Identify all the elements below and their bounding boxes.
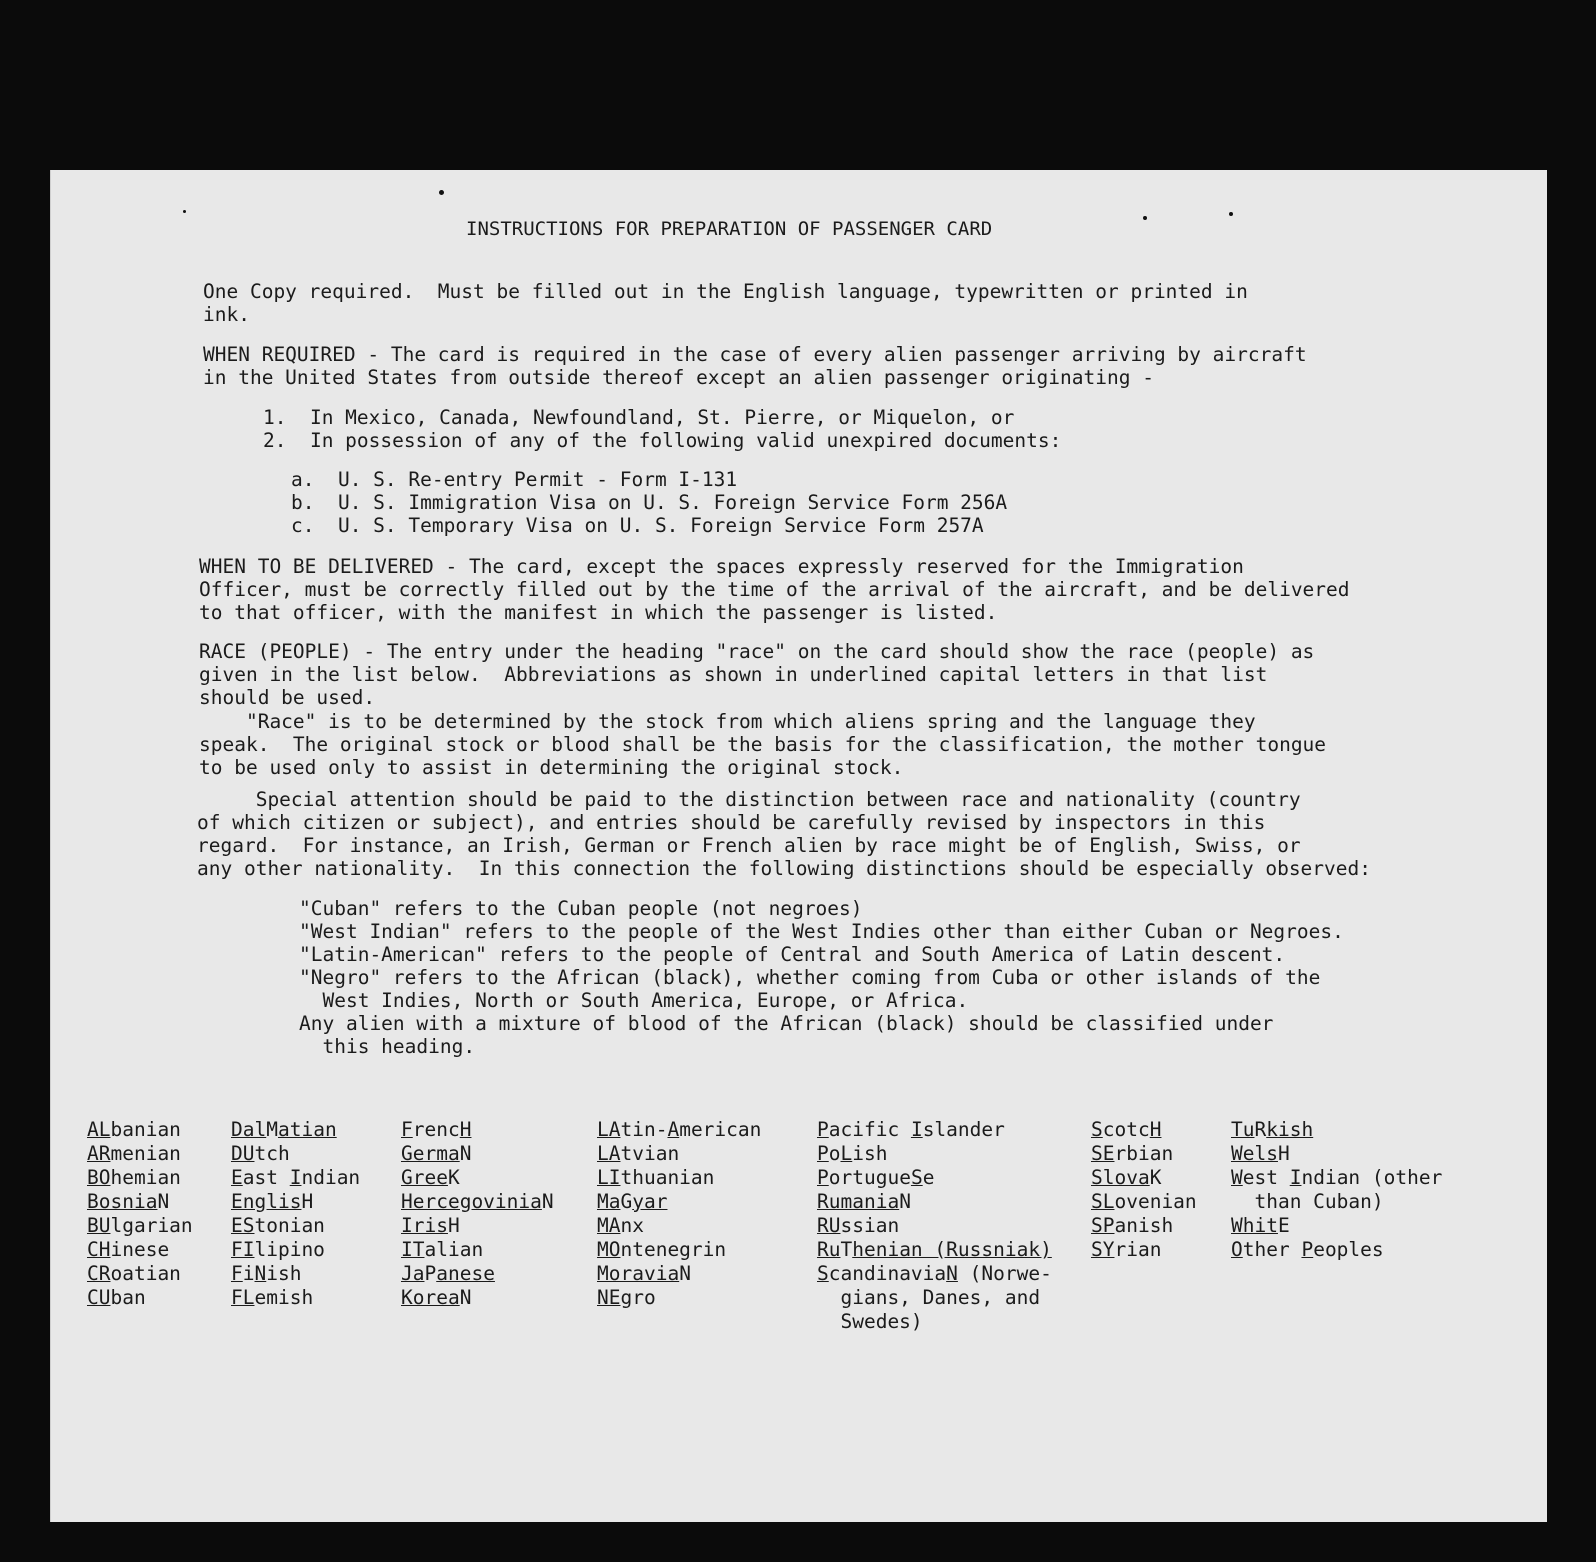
race-abbreviation: Whit: [1231, 1214, 1278, 1237]
race-name-text: than Cuban): [1231, 1190, 1384, 1213]
race-name-text: e: [922, 1166, 935, 1189]
race-entry: [231, 1166, 360, 1190]
race-entry: [597, 1142, 761, 1166]
when-required-paragraph: WHEN REQUIRED - The card is required in the case of every alien passenger arriving by aircraft in the United States from outside thereof except an alien passenger originating -: [203, 343, 1307, 389]
race-name-text: gians, Danes, and: [817, 1286, 1041, 1309]
race-abbreviation: BU: [87, 1214, 111, 1237]
race-name-text: N: [899, 1190, 911, 1213]
race-entry: [1231, 1238, 1442, 1262]
race-entry: [401, 1118, 554, 1142]
race-name-text: ish: [266, 1262, 302, 1285]
race-name-text: P: [424, 1262, 437, 1285]
race-entry: [1231, 1118, 1442, 1142]
race-entry: [597, 1118, 761, 1142]
race-abbreviation: CU: [87, 1286, 111, 1309]
race-abbreviation: P: [817, 1142, 829, 1165]
race-abbreviation: NE: [597, 1286, 621, 1309]
race-name-text: tin-: [620, 1118, 668, 1141]
race-entry: [1091, 1118, 1197, 1142]
race-column-6: [1091, 1118, 1197, 1262]
special-attention-paragraph: Special attention should be paid to the distinction between race and nationality (country of which citizen or subject), and entries should be carefully revised by inspectors in this regard. For instance, an Irish, German or French alien by race might be of English, Swiss, or any other nationality. In this connection the following distinctions should be especially observed:: [197, 788, 1371, 880]
race-name-text: gro: [620, 1286, 656, 1309]
race-abbreviation: CH: [87, 1238, 111, 1261]
race-abbreviation: AL: [87, 1118, 111, 1141]
race-name-text: merican: [679, 1118, 762, 1141]
race-entry: [231, 1190, 360, 1214]
distinctions-list: "Cuban" refers to the Cuban people (not negroes) "West Indian" refers to the people of the West Indies other than either Cuban or Negroes. "Latin-American" refers to the people of Central and South America of Latin descent. "Negro" refers to the African (black), whether coming from Cuba or other islands of the West Indies, North or South America, Europe, or Africa. Any alien with a mixture of blood of the African (black) should be classified under this heading.: [299, 897, 1344, 1058]
race-abbreviation: P: [817, 1118, 829, 1141]
race-column-5: [817, 1118, 1052, 1334]
race-abbreviation: Korea: [401, 1286, 460, 1309]
race-column-3: [401, 1118, 554, 1310]
race-name-text: inese: [110, 1238, 170, 1261]
race-abbreviation: S: [1091, 1118, 1103, 1141]
race-entry: [817, 1190, 1052, 1214]
race-entry: [401, 1214, 554, 1238]
race-name-text: est: [1242, 1166, 1290, 1189]
race-abbreviation: SP: [1091, 1214, 1115, 1237]
race-entry: [817, 1310, 1052, 1334]
intro-paragraph: One Copy required. Must be filled out in the English language, typewritten or printed in ink.: [203, 280, 1248, 326]
race-abbreviation: DU: [231, 1142, 255, 1165]
race-entry: [87, 1238, 193, 1262]
race-entry: [1231, 1166, 1442, 1190]
race-abbreviation: L: [840, 1142, 853, 1165]
race-name-text: eoples: [1313, 1238, 1384, 1261]
race-name-text: ther: [1242, 1238, 1302, 1261]
race-name-text: lipino: [254, 1238, 325, 1261]
race-name-text: N: [157, 1190, 170, 1213]
race-paragraph: RACE (PEOPLE) - The entry under the heading "race" on the card should show the race (people) as given in the list below. Abbreviations as shown in underlined capital letters in that list should be used.: [199, 640, 1315, 709]
race-abbreviation: O: [1231, 1238, 1243, 1261]
race-name-text: E: [1277, 1214, 1290, 1237]
race-name-text: M: [266, 1118, 278, 1141]
race-entry: [401, 1166, 554, 1190]
race-entry: [87, 1214, 193, 1238]
race-name-text: H: [301, 1190, 314, 1213]
race-entry: [817, 1166, 1052, 1190]
race-abbreviation: ES: [231, 1214, 255, 1237]
race-abbreviation: Ru: [817, 1238, 841, 1261]
race-name-text: tch: [254, 1142, 290, 1165]
race-name-text: ish: [852, 1142, 888, 1165]
race-name-text: ortugue: [828, 1166, 911, 1189]
race-abbreviation: Slova: [1091, 1166, 1150, 1189]
documents-list: a. U. S. Re-entry Permit - Form I-131 b. U. S. Immigration Visa on U. S. Foreign Service Form 256A c. U. S. Temporary Visa on U. S. Foreign Service Form 257A: [291, 468, 1008, 537]
race-entry: [231, 1238, 360, 1262]
race-abbreviation: SL: [1091, 1190, 1115, 1213]
race-entry: [87, 1118, 193, 1142]
race-abbreviation: yar: [632, 1190, 668, 1213]
race-abbreviation: Wels: [1231, 1142, 1278, 1165]
race-abbreviation: F: [231, 1262, 243, 1285]
race-abbreviation: S: [910, 1166, 923, 1189]
race-name-text: ntenegrin: [620, 1238, 727, 1261]
race-name-text: (Norwe-: [957, 1262, 1052, 1285]
race-column-7: [1231, 1118, 1442, 1262]
race-abbreviation: CR: [87, 1262, 111, 1285]
race-entry: [817, 1142, 1052, 1166]
race-entry: [817, 1118, 1052, 1142]
passenger-card-instructions: [50, 170, 1547, 1522]
race-abbreviation: SE: [1091, 1142, 1115, 1165]
race-entry: [231, 1286, 360, 1310]
race-name-text: N: [459, 1142, 472, 1165]
race-abbreviation: Bosnia: [87, 1190, 158, 1213]
race-abbreviation: AR: [87, 1142, 111, 1165]
race-abbreviation: I: [289, 1166, 302, 1189]
race-entry: [231, 1142, 360, 1166]
race-entry: [1231, 1142, 1442, 1166]
race-abbreviation: Iris: [401, 1214, 448, 1237]
race-name-text: N: [459, 1286, 472, 1309]
race-abbreviation: Moravia: [597, 1262, 680, 1285]
race-name-text: anish: [1114, 1214, 1174, 1237]
race-abbreviation: Gree: [401, 1166, 448, 1189]
race-abbreviation: IT: [401, 1238, 425, 1261]
race-entry: [401, 1238, 554, 1262]
race-definition-paragraph: "Race" is to be determined by the stock from which aliens spring and the language they speak. The original stock or blood shall be the basis for the classification, the mother tongue to be used only to assist in determining the original stock.: [199, 710, 1327, 779]
race-name-text: rbian: [1114, 1142, 1174, 1165]
race-name-text: cotc: [1102, 1118, 1150, 1141]
ink-speck: [439, 190, 444, 195]
race-entry: [1091, 1166, 1197, 1190]
race-abbreviation: atian: [277, 1118, 337, 1141]
race-entry: [87, 1262, 193, 1286]
race-name-text: R: [1254, 1118, 1267, 1141]
race-entry: [1231, 1190, 1442, 1214]
race-name-text: renc: [412, 1118, 460, 1141]
race-column-1: [87, 1118, 193, 1310]
race-abbreviation: Rumania: [817, 1190, 900, 1213]
race-entry: [1091, 1214, 1197, 1238]
race-entry: [231, 1118, 360, 1142]
race-name-text: rian: [1114, 1238, 1162, 1261]
race-abbreviation: BO: [87, 1166, 111, 1189]
race-name-text: i: [242, 1262, 255, 1285]
race-abbreviation: henian (Russniak): [852, 1238, 1052, 1261]
race-abbreviation: SY: [1091, 1238, 1115, 1261]
race-name-text: ast: [242, 1166, 290, 1189]
race-name-text: K: [1149, 1166, 1162, 1189]
race-name-text: slander: [922, 1118, 1005, 1141]
race-entry: [87, 1142, 193, 1166]
race-name-text: emish: [254, 1286, 314, 1309]
race-entry: [817, 1238, 1052, 1262]
race-name-text: tvian: [620, 1142, 680, 1165]
race-abbreviation: Ja: [401, 1262, 425, 1285]
race-entry: [401, 1262, 554, 1286]
race-entry: [597, 1238, 761, 1262]
race-abbreviation: Ma: [597, 1190, 621, 1213]
race-abbreviation: FL: [231, 1286, 255, 1309]
race-name-text: N: [541, 1190, 554, 1213]
race-abbreviation: Dal: [231, 1118, 267, 1141]
race-name-text: tonian: [254, 1214, 325, 1237]
race-name-text: hemian: [110, 1166, 181, 1189]
race-entry: [401, 1142, 554, 1166]
race-name-text: H: [1277, 1142, 1290, 1165]
race-abbreviation: E: [231, 1166, 243, 1189]
race-name-text: H: [447, 1214, 460, 1237]
race-name-text: ssian: [840, 1214, 900, 1237]
race-abbreviation: N: [946, 1262, 958, 1285]
race-entry: [1091, 1238, 1197, 1262]
race-abbreviation: F: [401, 1118, 413, 1141]
race-abbreviation: RU: [817, 1214, 841, 1237]
race-name-text: candinavia: [828, 1262, 947, 1285]
race-entry: [817, 1262, 1052, 1286]
race-column-2: [231, 1118, 360, 1310]
race-name-text: ovenian: [1114, 1190, 1197, 1213]
race-abbreviation: LA: [597, 1118, 621, 1141]
race-entry: [597, 1286, 761, 1310]
race-entry: [817, 1214, 1052, 1238]
race-entry: [597, 1262, 761, 1286]
race-name-text: T: [840, 1238, 853, 1261]
race-name-text: lgarian: [110, 1214, 193, 1237]
document-title: INSTRUCTIONS FOR PREPARATION OF PASSENGER CARD: [466, 218, 993, 240]
ink-speck: [1229, 212, 1233, 216]
race-name-text: Swedes): [817, 1310, 923, 1333]
race-entry: [87, 1286, 193, 1310]
race-name-text: banian: [110, 1118, 181, 1141]
race-entry: [401, 1286, 554, 1310]
ink-speck: [1143, 216, 1147, 220]
race-abbreviation: Hercegovinia: [401, 1190, 542, 1213]
race-abbreviation: S: [817, 1262, 829, 1285]
race-abbreviation: A: [667, 1118, 680, 1141]
race-abbreviation: FI: [231, 1238, 255, 1261]
race-entry: [231, 1214, 360, 1238]
race-abbreviation: P: [817, 1166, 829, 1189]
race-entry: [1231, 1214, 1442, 1238]
race-abbreviation: MO: [597, 1238, 621, 1261]
race-name-text: acific: [828, 1118, 911, 1141]
race-abbreviation: N: [254, 1262, 267, 1285]
race-abbreviation: W: [1231, 1166, 1243, 1189]
race-name-text: K: [447, 1166, 460, 1189]
race-entry: [597, 1214, 761, 1238]
race-abbreviation: LA: [597, 1142, 621, 1165]
race-column-4: [597, 1118, 761, 1310]
race-abbreviation: MA: [597, 1214, 621, 1237]
race-abbreviation: Tu: [1231, 1118, 1255, 1141]
race-name-text: N: [679, 1262, 691, 1285]
race-entry: [597, 1190, 761, 1214]
race-entry: [87, 1166, 193, 1190]
race-name-text: o: [828, 1142, 841, 1165]
race-name-text: G: [620, 1190, 633, 1213]
race-name-text: alian: [424, 1238, 484, 1261]
race-name-text: ndian: [301, 1166, 361, 1189]
race-name-text: ndian (other: [1301, 1166, 1443, 1189]
race-name-text: ban: [110, 1286, 146, 1309]
race-entry: [1091, 1142, 1197, 1166]
race-abbreviation: LI: [597, 1166, 621, 1189]
race-abbreviation: I: [1289, 1166, 1302, 1189]
race-abbreviation: I: [910, 1118, 923, 1141]
when-delivered-paragraph: WHEN TO BE DELIVERED - The card, except the spaces expressly reserved for the Immigration Officer, must be correctly filled out by the time of the arrival of the aircraft, and be delivered to that officer, with the manifest in which the passenger is listed.: [199, 555, 1350, 624]
race-abbreviation: anese: [436, 1262, 495, 1285]
race-abbreviation: Germa: [401, 1142, 460, 1165]
race-abbreviation: H: [459, 1118, 472, 1141]
race-entry: [401, 1190, 554, 1214]
race-name-text: oatian: [110, 1262, 181, 1285]
race-name-text: thuanian: [620, 1166, 715, 1189]
race-abbreviation: H: [1149, 1118, 1162, 1141]
race-entry: [231, 1262, 360, 1286]
race-abbreviation: kish: [1266, 1118, 1314, 1141]
race-name-text: menian: [110, 1142, 181, 1165]
race-entry: [1091, 1190, 1197, 1214]
exceptions-list: 1. In Mexico, Canada, Newfoundland, St. Pierre, or Miquelon, or 2. In possession of any of the following valid unexpired documents:: [263, 406, 1062, 452]
race-entry: [817, 1286, 1052, 1310]
race-abbreviation: Englis: [231, 1190, 302, 1213]
race-abbreviation: P: [1301, 1238, 1314, 1261]
race-entry: [597, 1166, 761, 1190]
race-name-text: nx: [620, 1214, 644, 1237]
race-entry: [87, 1190, 193, 1214]
ink-speck: [183, 210, 186, 213]
